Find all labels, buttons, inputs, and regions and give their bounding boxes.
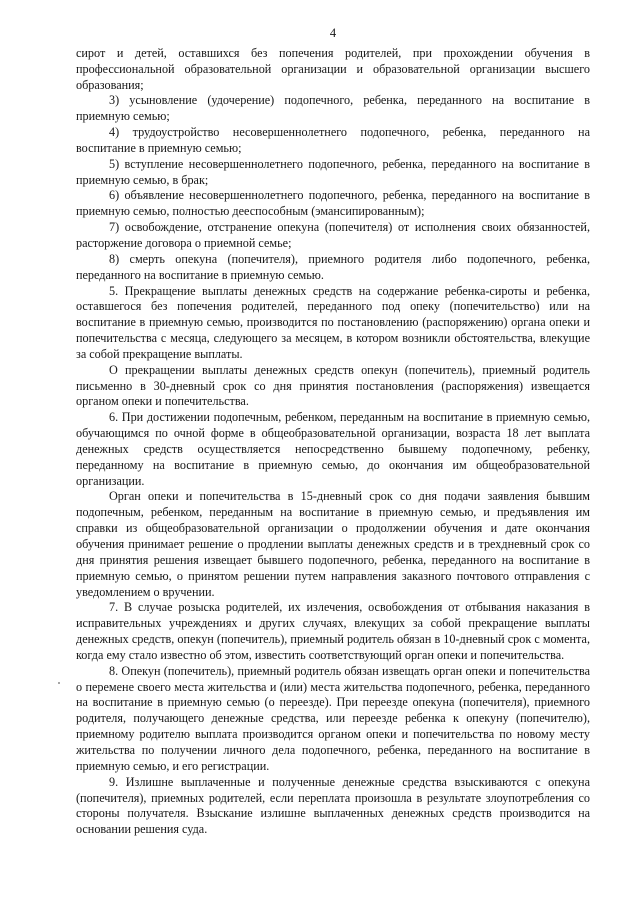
list-item-3: 3) усыновление (удочерение) подопечного, ребенка, переданного на воспитание в приемную семью; <box>76 93 590 124</box>
section-9-paragraph: 9. Излишне выплаченные и полученные денежные средства взыскиваются с опекуна (попечителя), приемных родителей, если переплата произошла в результате злоупотребления со стороны получателя. Взыскание излишне выплаченных денежных средств производится на основании решения суда. <box>76 774 590 837</box>
section-5-notice-paragraph: О прекращении выплаты денежных средств опекун (попечитель), приемный родитель письменно в 30-дневный срок со дня принятия постановления (распоряжения) извещается органом опеки и попечительства. <box>76 362 590 409</box>
list-item-8: 8) смерть опекуна (попечителя), приемного родителя либо подопечного, ребенка, переданного на воспитание в приемную семью. <box>76 251 590 282</box>
list-item-7: 7) освобождение, отстранение опекуна (попечителя) от исполнения своих обязанностей, расторжение договора о приемной семье; <box>76 220 590 250</box>
page-number: 4 <box>329 26 337 40</box>
list-item-5: 5) вступление несовершеннолетнего подопечного, ребенка, переданного на воспитание в приемную семью, в брак; <box>76 156 590 187</box>
section-7-paragraph: 7. В случае розыска родителей, их излечения, освобождения от отбывания наказания в исправительных учреждениях и других случаях, влекущих за собой прекращение выплаты денежных средств, опекун (попечитель), приемный родитель обязан в 10-дневный срок с момента, когда ему стало известно об этом, известить соответствующий орган опеки и попечительства. <box>76 600 590 662</box>
section-5-paragraph: 5. Прекращение выплаты денежных средств на содержание ребенка-сироты и ребенка, оставшегося без попечения родителей, переданного под опеку (попечительство) или на воспитание в приемную семью, производится по постановлению (распоряжению) органа опеки и попечительства с месяца, следующего за месяцем, в котором возникли обстоятельства, влекущие за собой прекращение выплаты. <box>76 283 590 361</box>
list-item-4: 4) трудоустройство несовершеннолетнего подопечного, ребенка, переданного на воспитание в приемную семью; <box>76 125 590 155</box>
section-6-decision-paragraph: Орган опеки и попечительства в 15-дневный срок со дня подачи заявления бывшим подопечным, ребенком, переданным на воспитание в приемную семью, и предъявления им справки из общеобразовательной организации о продолжении обучения и дате окончания обучения принимает решение о продлении выплаты денежных средств и в трехдневный срок со дня принятия решения извещает бывшего подопечного, ребенка, переданного на воспитание в приемную семью, о принятом решении путем направления заказного почтового отправления с уведомлением о вручении. <box>76 489 590 599</box>
list-item-6: 6) объявление несовершеннолетнего подопечного, ребенка, переданного на воспитание в приемную семью, полностью дееспособным (эмансипированным); <box>76 188 590 219</box>
margin-speck <box>58 682 60 684</box>
section-6-paragraph: 6. При достижении подопечным, ребенком, переданным на воспитание в приемную семью, обучающимся по очной форме в общеобразовательной организации, возраста 18 лет выплата денежных средств осуществляется непосредственно бывшему подопечному, ребенку, переданному на воспитание в приемную семью, до окончания им общеобразовательной организации. <box>76 410 590 488</box>
section-8-paragraph: 8. Опекун (попечитель), приемный родитель обязан извещать орган опеки и попечительства о перемене своего места жительства и (или) места жительства подопечного, ребенка, переданного на воспитание в приемную семью (о переезде). При переезде опекуна (попечителя), приемного родителя, получающего денежные средства, или переезде ребенка к опекуну (попечителю), приемному родителю выплата производится органом опеки и попечительства по новому месту жительства по получении личного дела подопечного, ребенка, переданного на воспитание в приемную семью, и его регистрации. <box>76 663 590 773</box>
paragraph-continuation: сирот и детей, оставшихся без попечения родителей, при прохождении обучения в профессиональной образовательной организации и образовательной организации высшего образования; <box>76 45 590 92</box>
